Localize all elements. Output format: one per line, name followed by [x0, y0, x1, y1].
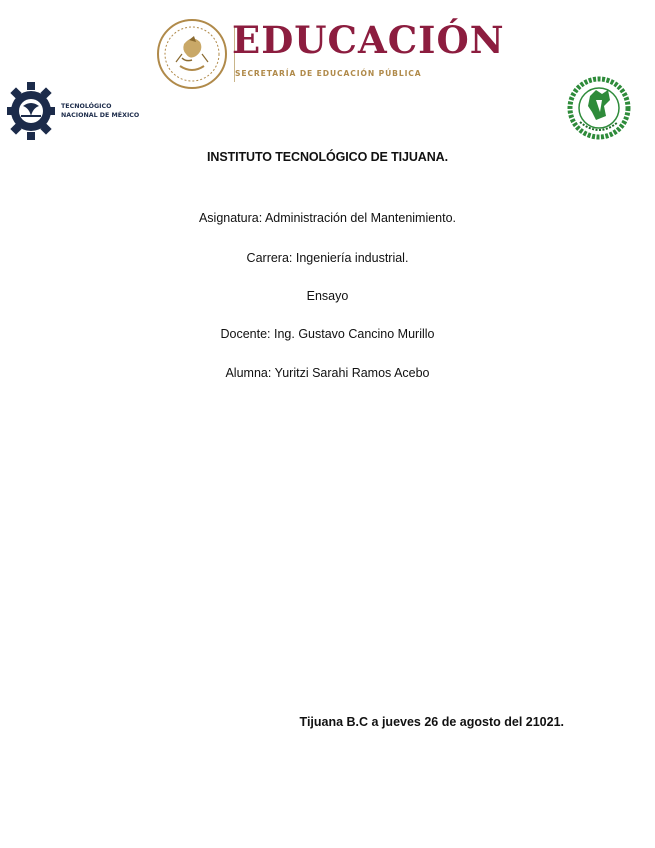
document-type: Ensayo	[306, 289, 349, 303]
mexico-seal-icon	[156, 18, 228, 90]
place-and-date: Tijuana B.C a jueves 26 de agosto del 21021.	[299, 715, 564, 729]
teacher-line: Docente: Ing. Gustavo Cancino Murillo	[220, 327, 435, 341]
sep-logo	[156, 18, 505, 90]
tecnm-logo	[7, 82, 140, 140]
career-line: Carrera: Ingeniería industrial.	[246, 251, 409, 265]
itt-logo-icon	[566, 76, 632, 140]
subject-line: Asignatura: Administración del Mantenimiento.	[198, 211, 457, 225]
student-line: Alumna: Yuritzi Sarahi Ramos Acebo	[225, 366, 430, 380]
sep-wordmark: EDUCACIÓN	[232, 18, 505, 62]
tecnm-gear-icon	[7, 82, 55, 140]
tecnm-line-1: TECNOLÓGICO	[61, 103, 112, 110]
tecnm-wordmark	[61, 102, 139, 120]
sep-subtitle: SECRETARÍA DE EDUCACIÓN PÚBLICA	[235, 69, 422, 78]
institution-title: INSTITUTO TECNOLÓGICO DE TIJUANA.	[207, 150, 448, 164]
tecnm-line-2: NACIONAL DE MÉXICO	[61, 112, 140, 119]
